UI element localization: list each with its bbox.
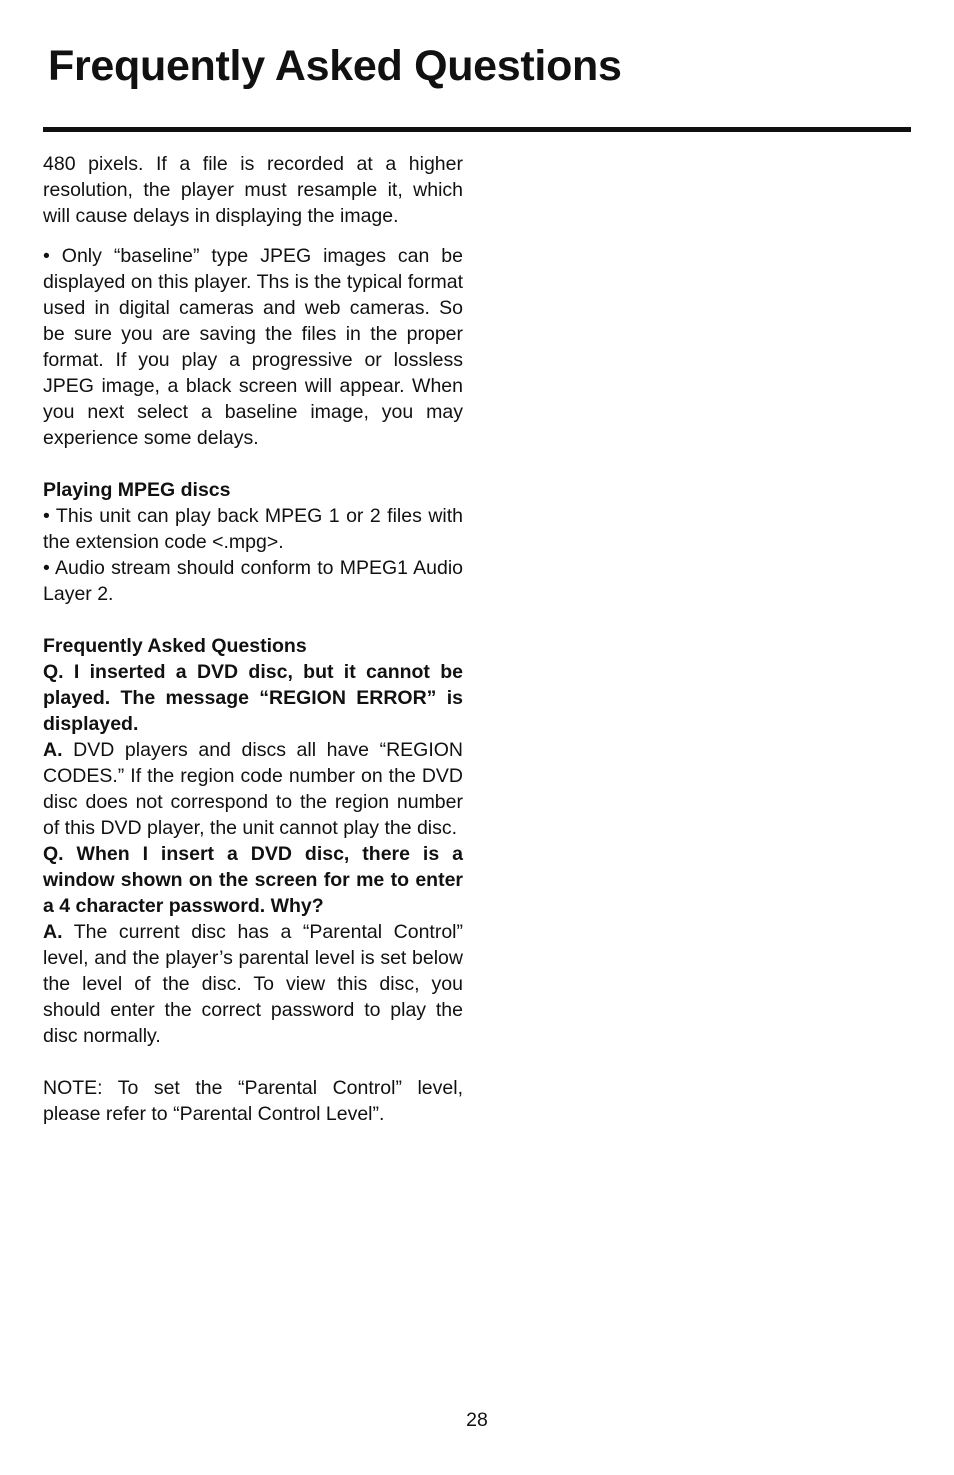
faq-question-1: Q. I inserted a DVD disc, but it cannot be played. The message “REGION ERROR” is displayed.	[43, 661, 463, 735]
answer-label: A.	[43, 739, 63, 761]
page-number: 28	[466, 1409, 488, 1431]
jpeg-bullet-paragraph: • Only “baseline” type JPEG images can be displayed on this player. Ths is the typical format used in digital cameras and web cameras. So be sure you are saving the files in the proper format. If you play a progressive or lossless JPEG image, a black screen will appear. When you next select a baseline image, you may experience some delays.	[43, 245, 463, 449]
faq-answer-1-text: DVD players and discs all have “REGION CODES.” If the region code number on the DVD disc does not correspond to the region number of this DVD player, the unit cannot play the disc.	[43, 739, 463, 839]
title-divider	[43, 127, 911, 132]
answer-label: A.	[43, 921, 63, 943]
faq-section-heading: Frequently Asked Questions	[43, 635, 307, 657]
mpeg-bullet-2: • Audio stream should conform to MPEG1 Audio Layer 2.	[43, 557, 463, 605]
page-title: Frequently Asked Questions	[48, 42, 622, 90]
main-text-column	[43, 151, 463, 1127]
faq-answer-1	[43, 737, 463, 841]
mpeg-section-heading: Playing MPEG discs	[43, 479, 231, 501]
mpeg-bullet-1: • This unit can play back MPEG 1 or 2 files with the extension code <.mpg>.	[43, 505, 463, 553]
faq-question-2: Q. When I insert a DVD disc, there is a window shown on the screen for me to enter a 4 character password. Why?	[43, 843, 463, 917]
parental-control-note: NOTE: To set the “Parental Control” level, please refer to “Parental Control Level”.	[43, 1077, 463, 1125]
faq-answer-2-text: The current disc has a “Parental Control” level, and the player’s parental level is set below the level of the disc. To view this disc, you should enter the correct password to play the disc normally.	[43, 921, 463, 1047]
intro-paragraph: 480 pixels. If a file is recorded at a higher resolution, the player must resample it, which will cause delays in displaying the image.	[43, 153, 463, 227]
faq-answer-2	[43, 919, 463, 1049]
